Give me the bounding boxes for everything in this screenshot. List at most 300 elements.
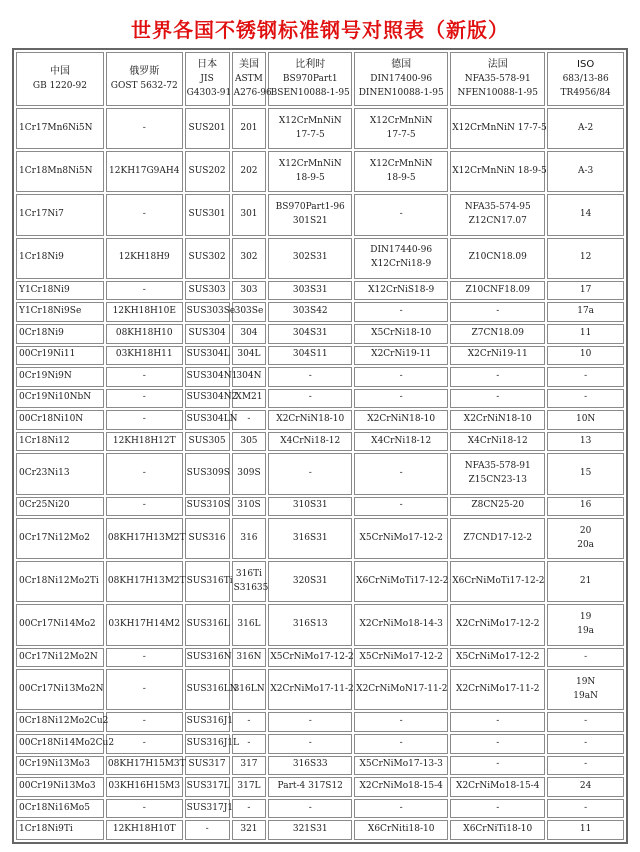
cell-text: Y1Cr18Ni9 [19, 284, 70, 295]
header-standard: G4303-91 [186, 87, 232, 98]
cell-text: 201 [240, 122, 258, 133]
cell-text: 0Cr23Ni13 [19, 467, 70, 478]
table-row [16, 799, 624, 819]
cell-russia [106, 669, 183, 710]
cell-text: X12CrMnNiN [278, 115, 342, 126]
cell-text: 00Cr18Ni10N [19, 414, 84, 424]
cell-text: 0Cr19Ni9N [19, 370, 72, 381]
cell-text: - [142, 284, 146, 295]
cell-iso [547, 108, 624, 149]
cell-text: - [496, 370, 500, 381]
cell-text: X2CrNiMo18-15-4 [456, 780, 540, 791]
cell-text: 08KH17H13M2T [107, 532, 186, 543]
cell-china [16, 410, 104, 430]
cell-japan [185, 799, 234, 819]
cell-text: - [247, 737, 251, 748]
cell-text: 12KH17G9AH4 [109, 165, 180, 176]
cell-text: Z7CND17-12-2 [463, 532, 533, 543]
table-row [16, 432, 624, 452]
cell-text: 317 [240, 759, 258, 770]
cell-text: 0Cr18Ni9 [19, 327, 64, 338]
cell-text: 309S [237, 467, 261, 478]
header-country: 比利时 [295, 59, 326, 71]
cell-text: XM21 [235, 392, 263, 403]
cell-germany [354, 108, 448, 149]
cell-japan [185, 324, 230, 344]
cell-text: 11 [579, 824, 592, 835]
header-country: ISO [577, 59, 595, 71]
cell-iso [547, 302, 624, 322]
cell-text: 1Cr18Ni9 [19, 252, 64, 263]
header-japan [185, 52, 230, 106]
cell-text: 301S21 [292, 216, 328, 226]
cell-text: X5CrNiMo17-12-2 [359, 651, 443, 662]
cell-iso [547, 324, 624, 344]
cell-iso [547, 518, 624, 559]
cell-text: 0Cr18Ni12Mo2Cu2 [19, 716, 109, 727]
cell-text: - [142, 392, 146, 403]
cell-germany [354, 432, 448, 452]
cell-text: 00Cr19Ni11 [19, 349, 76, 360]
cell-belgium [268, 799, 352, 819]
cell-text: X2CrNiMo18-14-3 [359, 619, 443, 630]
cell-text: 18-9-5 [295, 172, 325, 183]
header-usa [232, 52, 272, 106]
cell-usa [232, 108, 267, 149]
cell-text: 304 [240, 327, 258, 338]
cell-japan [185, 194, 230, 235]
cell-text: X2CrNiMo18-15-4 [359, 780, 443, 791]
cell-belgium [268, 324, 352, 344]
cell-text: - [399, 370, 403, 381]
cell-text: X4CrNi18-12 [371, 435, 432, 446]
cell-text: 310S31 [292, 500, 328, 511]
cell-text: 12KH18H12T [112, 435, 176, 446]
table-body [16, 108, 624, 840]
cell-china [16, 756, 104, 776]
table-header-row [16, 52, 624, 106]
cell-text: - [142, 651, 146, 662]
cell-japan [185, 669, 238, 710]
cell-text: 19aN [573, 690, 598, 701]
cell-text: Z15CN23-13 [468, 474, 527, 485]
cell-russia [106, 453, 183, 494]
cell-china [16, 324, 104, 344]
cell-text: 14 [579, 209, 592, 220]
table-row [16, 389, 624, 409]
cell-text: 304L [237, 349, 261, 360]
header-country: 俄罗斯 [129, 66, 160, 78]
cell-france [450, 281, 545, 301]
cell-text: 08KH18H10 [115, 327, 173, 338]
cell-japan [185, 108, 230, 149]
cell-france [450, 108, 545, 149]
header-standard: A276-96 [233, 87, 272, 98]
cell-text: 11 [579, 327, 592, 338]
cell-text: - [142, 209, 146, 220]
table-row [16, 712, 624, 732]
cell-belgium [268, 734, 352, 754]
cell-usa [232, 302, 267, 322]
cell-text: Z10CN18.09 [468, 252, 527, 263]
cell-japan [185, 302, 236, 322]
cell-belgium [268, 281, 352, 301]
header-standard: DIN17400-96 [370, 73, 433, 84]
cell-text: 1Cr18Mn8Ni5N [19, 165, 93, 176]
cell-text: SUS316LN [186, 683, 238, 694]
table-row [16, 820, 624, 840]
cell-belgium [268, 389, 352, 409]
cell-text: SUS317L [186, 780, 230, 791]
cell-text: 304S31 [292, 327, 328, 338]
table-row [16, 302, 624, 322]
cell-text: 316Ti [235, 568, 262, 579]
cell-text: 24 [579, 780, 592, 791]
cell-text: SUS310S [186, 500, 230, 511]
cell-text: 10N [575, 414, 596, 424]
cell-text: - [247, 802, 251, 813]
table-row [16, 346, 624, 366]
cell-text: 18-9-5 [386, 172, 416, 183]
cell-text: SUS304LN [186, 414, 238, 424]
cell-iso [547, 432, 624, 452]
cell-text: X6CrNiTi18-10 [463, 824, 533, 835]
cell-usa [232, 777, 267, 797]
cell-text: X2CrNi19-11 [371, 349, 432, 360]
cell-france [450, 799, 545, 819]
cell-text: SUS304 [188, 327, 226, 338]
cell-text: X4CrNi18-12 [467, 435, 528, 446]
cell-france [450, 561, 545, 602]
cell-text: - [142, 467, 146, 478]
cell-text: 03KH18H11 [115, 349, 173, 360]
cell-russia [106, 497, 183, 517]
cell-text: 316L [237, 619, 261, 630]
table-row [16, 561, 624, 602]
cell-russia [106, 820, 183, 840]
header-france [450, 52, 545, 106]
cell-text: 03KH17H14M2 [108, 619, 181, 630]
cell-belgium [268, 453, 352, 494]
cell-text: - [496, 716, 500, 727]
cell-text: SUS304N1 [186, 370, 238, 381]
cell-usa [232, 756, 267, 776]
cell-text: 310S [237, 500, 261, 511]
cell-china [16, 281, 104, 301]
cell-iso [547, 453, 624, 494]
cell-iso [547, 561, 624, 602]
cell-text: X12CrNi18-9 [371, 259, 432, 270]
cell-text: 0Cr17Ni12Mo2N [19, 651, 98, 662]
cell-text: - [308, 467, 312, 478]
table-row [16, 108, 624, 149]
cell-usa [232, 367, 267, 387]
table-row [16, 648, 624, 668]
cell-text: 12 [579, 252, 592, 263]
cell-text: 0Cr25Ni20 [19, 500, 70, 511]
header-russia [106, 52, 183, 106]
cell-text: SUS316J1 [186, 716, 234, 727]
cell-text: SUS301 [188, 209, 226, 220]
cell-text: 00Cr18Ni14Mo2Cu2 [19, 737, 115, 748]
cell-russia [106, 734, 183, 754]
cell-iso [547, 151, 624, 192]
cell-iso [547, 194, 624, 235]
cell-text: - [399, 716, 403, 727]
cell-usa [232, 669, 267, 710]
cell-text: 1Cr18Ni9Ti [19, 824, 73, 835]
cell-france [450, 346, 545, 366]
cell-russia [106, 281, 183, 301]
header-country: 德国 [391, 59, 412, 71]
cell-text: - [584, 370, 588, 381]
cell-china [16, 799, 104, 819]
cell-belgium [268, 346, 352, 366]
cell-text: - [247, 414, 251, 424]
cell-belgium [268, 518, 352, 559]
cell-china [16, 820, 104, 840]
cell-france [450, 410, 545, 430]
cell-text: 15 [579, 467, 592, 478]
cell-text: 00Cr17Ni14Mo2 [19, 619, 96, 630]
cell-text: 21 [579, 575, 592, 586]
cell-russia [106, 648, 183, 668]
cell-text: 1Cr18Ni12 [19, 435, 70, 446]
cell-belgium [268, 820, 352, 840]
cell-text: 321 [240, 824, 258, 835]
cell-text: SUS316Ti [186, 575, 233, 586]
cell-germany [354, 518, 448, 559]
cell-japan [185, 238, 230, 279]
header-standard: TR4956/84 [560, 87, 611, 98]
cell-text: - [308, 716, 312, 727]
cell-text: - [584, 716, 588, 727]
table-row [16, 497, 624, 517]
cell-text: X2CrNi19-11 [467, 349, 528, 360]
cell-china [16, 604, 104, 645]
cell-text: - [142, 122, 146, 133]
cell-usa [232, 389, 267, 409]
cell-usa [232, 820, 267, 840]
table-row [16, 324, 624, 344]
cell-china [16, 561, 104, 602]
cell-france [450, 777, 545, 797]
cell-china [16, 238, 104, 279]
cell-text: - [142, 716, 146, 727]
cell-text: 19a [577, 626, 595, 637]
cell-china [16, 346, 104, 366]
cell-text: - [399, 392, 403, 403]
cell-germany [354, 324, 448, 344]
cell-text: SUS202 [188, 165, 226, 176]
cell-germany [354, 151, 448, 192]
cell-china [16, 648, 104, 668]
cell-text: X2CrNiN18-10 [276, 414, 345, 424]
cell-text: 202 [240, 165, 258, 176]
cell-text: X2CrNiMoN17-11-2 [356, 683, 448, 694]
cell-iso [547, 604, 624, 645]
cell-belgium [268, 238, 352, 279]
header-country: 美国 [238, 59, 259, 71]
cell-japan [185, 518, 230, 559]
cell-russia [106, 410, 183, 430]
header-standard: ASTM [235, 73, 263, 84]
cell-text: 316 [240, 532, 258, 543]
cell-germany [354, 453, 448, 494]
cell-text: - [308, 392, 312, 403]
cell-text: X4CrNi18-12 [280, 435, 341, 446]
cell-usa [232, 346, 267, 366]
cell-usa [232, 561, 267, 602]
cell-belgium [268, 367, 352, 387]
cell-china [16, 302, 104, 322]
cell-text: 19N [575, 676, 596, 687]
cell-russia [106, 346, 183, 366]
cell-china [16, 367, 104, 387]
cell-germany [354, 777, 448, 797]
cell-iso [547, 648, 624, 668]
cell-text: SUS317J1 [186, 802, 234, 813]
header-standard: JIS [200, 73, 214, 84]
header-standard: GB 1220-92 [32, 80, 87, 91]
header-country: 中国 [49, 66, 70, 78]
cell-russia [106, 324, 183, 344]
cell-france [450, 367, 545, 387]
cell-usa [232, 238, 267, 279]
cell-russia [106, 777, 183, 797]
cell-text: X2CrNiN18-10 [463, 414, 532, 424]
cell-text: - [399, 802, 403, 813]
cell-text: 303Se [234, 306, 264, 317]
cell-text: X12CrMnNiN [369, 158, 433, 169]
header-standard: BSEN10088-1-95 [270, 87, 350, 98]
page-title: 世界各国不锈钢标准钢号对照表（新版） [131, 18, 509, 42]
cell-text: 08KH17H15M3T [107, 759, 186, 770]
table-row [16, 281, 624, 301]
cell-text: - [399, 306, 403, 317]
cell-text: X12CrMnNiN 17-7-5 [452, 122, 547, 133]
cell-japan [185, 497, 230, 517]
cell-iso [547, 238, 624, 279]
table-row [16, 734, 624, 754]
cell-text: 1Cr17Mn6Ni5N [19, 122, 93, 133]
cell-iso [547, 712, 624, 732]
cell-china [16, 389, 104, 409]
cell-text: 316N [236, 651, 262, 662]
cell-text: X12CrNiS18-9 [368, 284, 435, 295]
cell-japan [185, 346, 230, 366]
cell-china [16, 497, 104, 517]
cell-germany [354, 820, 448, 840]
cell-text: 0Cr19Ni10NbN [19, 392, 92, 403]
cell-text: - [308, 802, 312, 813]
cell-text: - [205, 824, 209, 835]
cell-text: 0Cr17Ni12Mo2 [19, 532, 90, 543]
table-row [16, 238, 624, 279]
cell-text: X5CrNiMo17-12-2 [456, 651, 540, 662]
cell-russia [106, 604, 183, 645]
cell-belgium [268, 432, 352, 452]
cell-text: A-3 [578, 165, 594, 176]
cell-germany [354, 302, 448, 322]
cell-germany [354, 712, 448, 732]
header-china [16, 52, 104, 106]
table-row [16, 410, 624, 430]
cell-france [450, 604, 545, 645]
cell-text: 316S13 [292, 619, 328, 630]
cell-text: SUS316N [186, 651, 232, 662]
cell-text: 321S31 [292, 824, 328, 835]
cell-france [450, 238, 545, 279]
cell-belgium [268, 777, 352, 797]
cell-text: X6CrNiMoTi17-12-2 [356, 575, 449, 586]
cell-text: S31635 [233, 582, 269, 593]
cell-france [450, 194, 545, 235]
cell-iso [547, 497, 624, 517]
cell-china [16, 518, 104, 559]
cell-russia [106, 238, 183, 279]
cell-text: 0Cr18Ni12Mo2Ti [19, 575, 99, 586]
cell-text: X5CrNiMo17-12-2 [359, 532, 443, 543]
table-row [16, 604, 624, 645]
cell-germany [354, 281, 448, 301]
cell-text: - [496, 392, 500, 403]
cell-text: X2CrNiMo17-11-2 [456, 683, 540, 694]
cell-text: X2CrNiMo17-11-2 [270, 683, 354, 694]
cell-japan [185, 756, 230, 776]
cell-usa [232, 281, 267, 301]
header-standard: GOST 5632-72 [110, 80, 178, 91]
cell-text: NFA35-574-95 [464, 202, 531, 213]
cell-text: SUS304L [186, 349, 230, 360]
cell-russia [106, 712, 183, 732]
cell-text: SUS316 [188, 532, 226, 543]
cell-usa [232, 194, 267, 235]
header-country: 日本 [197, 59, 218, 71]
cell-text: Y1Cr18Ni9Se [19, 306, 82, 317]
cell-belgium [268, 648, 352, 668]
cell-text: 303S42 [292, 306, 328, 317]
cell-text: - [399, 737, 403, 748]
cell-text: 304N [236, 370, 262, 381]
cell-japan [185, 281, 230, 301]
cell-text: - [584, 759, 588, 770]
cell-france [450, 734, 545, 754]
table-row [16, 194, 624, 235]
cell-text: - [142, 500, 146, 511]
cell-text: SUS303Se [186, 306, 236, 317]
cell-france [450, 432, 545, 452]
cell-text: X12CrMnNiN [278, 158, 342, 169]
cell-text: X6CrNiMoTi17-12-2 [452, 575, 545, 586]
cell-belgium [268, 108, 352, 149]
cell-germany [354, 194, 448, 235]
cell-japan [185, 410, 238, 430]
cell-japan [185, 712, 234, 732]
cell-text: - [584, 802, 588, 813]
cell-france [450, 756, 545, 776]
cell-china [16, 734, 115, 754]
cell-text: - [142, 414, 146, 424]
cell-china [16, 777, 104, 797]
cell-text: X5CrNiMo17-13-3 [359, 759, 443, 770]
cell-russia [106, 799, 183, 819]
table-row [16, 151, 624, 192]
cell-text: A-2 [578, 122, 594, 133]
cell-japan [185, 561, 233, 602]
cell-text: - [584, 392, 588, 403]
cell-text: 304S11 [292, 349, 328, 360]
